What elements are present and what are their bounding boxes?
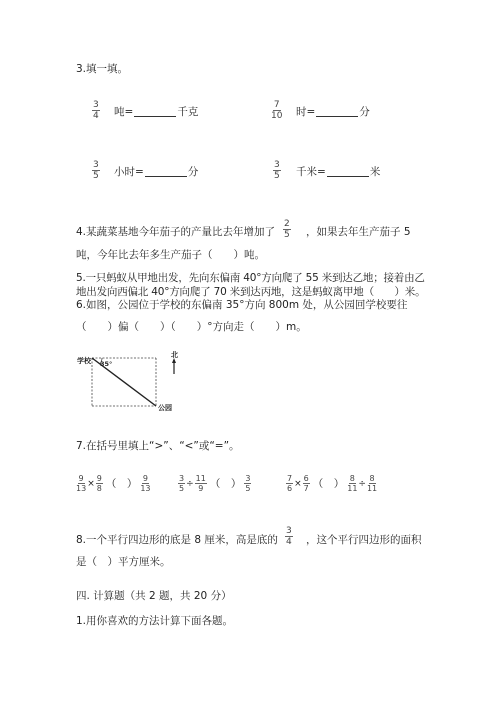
answer-blank[interactable] xyxy=(134,106,176,117)
q3-item-3-text: 小时= xyxy=(114,166,144,178)
numerator: 7 xyxy=(273,100,280,110)
q6-line2: （ ）偏（ ）（ ）°方向走（ ）m。 xyxy=(76,321,307,333)
q8-fraction xyxy=(285,526,293,547)
numerator: 7 xyxy=(287,474,293,483)
q3-item-4-text: 千米= xyxy=(296,166,326,178)
q3-item-3 xyxy=(114,164,198,179)
q3-item-1-unit: 千克 xyxy=(177,106,199,118)
q7-item-2 xyxy=(178,474,251,493)
denominator: 4 xyxy=(93,111,99,121)
numerator: 2 xyxy=(284,219,290,229)
q3-fraction-1 xyxy=(92,100,100,121)
q3-item-2-text: 时= xyxy=(296,106,316,118)
section4-q1: 1.用你喜欢的方法计算下面各题。 xyxy=(76,615,234,627)
north-label: 北 xyxy=(171,351,178,359)
numerator: 3 xyxy=(93,160,99,170)
answer-blank[interactable] xyxy=(327,166,369,177)
q3-item-4-unit: 米 xyxy=(369,166,381,178)
q3-fraction-3 xyxy=(92,160,100,181)
answer-paren[interactable]: （ ） xyxy=(312,478,345,490)
q3-item-1-text: 吨= xyxy=(114,106,134,118)
denominator: 4 xyxy=(286,537,292,547)
q7-item-3 xyxy=(286,474,377,493)
denominator: 13 xyxy=(76,484,87,493)
q5-line2: 地出发向西偏北 40°方向爬了 70 米到达丙地，这是蚂蚁离甲地（ ）米。 xyxy=(76,286,426,298)
denominator: 6 xyxy=(287,484,293,493)
numerator: 3 xyxy=(245,474,251,483)
fraction xyxy=(76,474,86,493)
fraction xyxy=(96,474,103,493)
q4-text-part1: 4.某蔬菜基地今年茄子的产量比去年增加了 xyxy=(76,226,276,238)
numerator: 6 xyxy=(303,474,309,483)
answer-blank[interactable] xyxy=(145,166,187,177)
q8-text-part1: 8.一个平行四边形的底是 8 厘米，高是底的 xyxy=(76,534,278,546)
q4-line2: 吨，今年比去年多生产茄子（ ）吨。 xyxy=(76,249,265,261)
section-heading: 四. 计算题（共 2 题，共 20 分） xyxy=(76,590,232,602)
denominator: 5 xyxy=(93,171,99,181)
answer-paren[interactable]: （ ） xyxy=(209,478,242,490)
operator: ÷ xyxy=(358,478,366,489)
q3-fraction-4 xyxy=(273,160,281,181)
fraction xyxy=(286,474,293,493)
numerator: 9 xyxy=(96,474,102,483)
denominator: 5 xyxy=(284,230,290,240)
q8-text-part2: ，这个平行四边形的面积 xyxy=(306,534,422,546)
q3-fraction-2 xyxy=(271,100,282,121)
numerator: 11 xyxy=(195,474,206,483)
q3-item-1 xyxy=(114,104,198,119)
denominator: 11 xyxy=(366,484,378,493)
numerator: 9 xyxy=(78,474,84,483)
fraction xyxy=(178,474,185,493)
operator: ÷ xyxy=(186,478,194,489)
numerator: 3 xyxy=(93,100,99,110)
q3-item-3-unit: 分 xyxy=(187,166,199,178)
answer-blank[interactable] xyxy=(316,106,358,117)
q8-line2: 是（ ）平方厘米。 xyxy=(76,556,171,568)
denominator: 8 xyxy=(96,484,102,493)
denominator: 5 xyxy=(274,171,280,181)
q3-title: 3.填一填。 xyxy=(76,63,129,75)
park-label: 公园 xyxy=(158,404,172,412)
q4-fraction xyxy=(283,219,291,240)
q6-line1: 6.如图，公园位于学校的东偏南 35°方向 800m 处，从公园回学校要往 xyxy=(76,299,408,311)
q3-item-2-unit: 分 xyxy=(359,106,370,118)
fraction xyxy=(195,474,207,493)
denominator: 5 xyxy=(179,484,185,493)
fraction xyxy=(303,474,310,493)
operator: × xyxy=(87,478,95,489)
denominator: 10 xyxy=(271,111,283,121)
denominator: 9 xyxy=(198,484,204,493)
numerator: 9 xyxy=(142,474,148,483)
denominator: 5 xyxy=(245,484,251,493)
fraction xyxy=(140,474,150,493)
fraction xyxy=(347,474,357,493)
denominator: 13 xyxy=(140,484,151,493)
numerator: 3 xyxy=(274,160,280,170)
fraction xyxy=(367,474,377,493)
q3-item-2 xyxy=(296,104,370,119)
numerator: 3 xyxy=(286,526,292,536)
numerator: 3 xyxy=(179,474,185,483)
numerator: 8 xyxy=(369,474,375,483)
q3-item-4 xyxy=(296,164,380,179)
q7-item-1 xyxy=(76,474,151,493)
answer-paren[interactable]: （ ） xyxy=(105,478,138,490)
q7-title: 7.在括号里填上“>”、“<”或“=”。 xyxy=(76,440,240,452)
angle-label: 35° xyxy=(100,360,113,368)
q4-text-part2: ，如果去年生产茄子 5 xyxy=(306,226,411,238)
q5-line1: 5.一只蚂蚁从甲地出发，先向东偏南 40°方向爬了 55 米到达乙地；接着由乙 xyxy=(76,272,425,284)
school-label: 学校 xyxy=(77,357,91,365)
denominator: 7 xyxy=(303,484,309,493)
fraction xyxy=(244,474,251,493)
direction-diagram xyxy=(76,350,186,416)
denominator: 11 xyxy=(347,484,358,493)
numerator: 8 xyxy=(349,474,355,483)
operator: × xyxy=(294,478,302,489)
